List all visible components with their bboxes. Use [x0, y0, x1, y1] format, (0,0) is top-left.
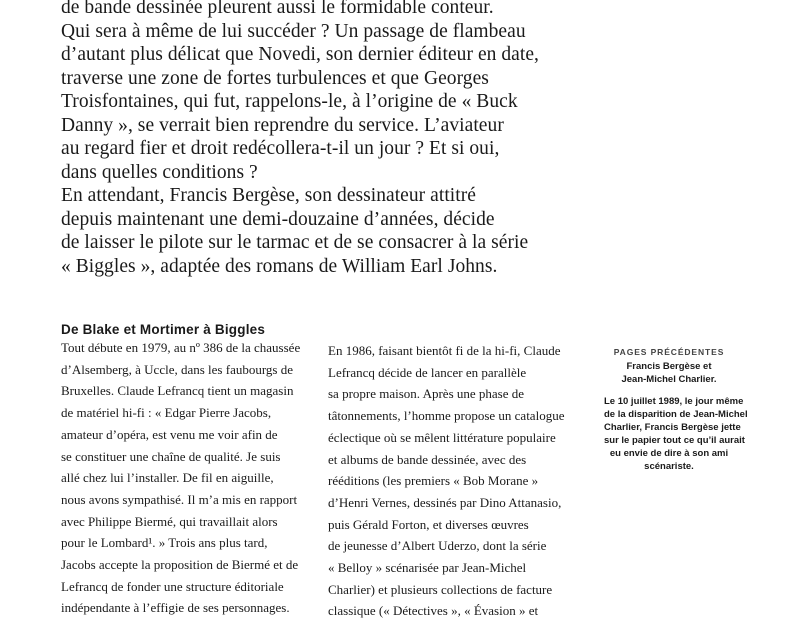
body-line: amateur d’opéra, est venu me voir afin de: [61, 426, 278, 442]
caption-line: de la disparition de Jean-Michel: [604, 409, 748, 420]
body-line: Charlier) et plusieurs collections de facture: [328, 581, 553, 597]
lead-line: traverse une zone de fortes turbulences et que Georges: [61, 67, 489, 89]
caption-description: [604, 395, 748, 473]
body-line: En 1986, faisant bientôt fi de la hi-fi, Claude: [328, 343, 561, 358]
lead-line: « Biggles », adaptée des romans de William Earl Johns.: [61, 255, 498, 277]
lead-paragraph: [61, 0, 621, 278]
body-column-left: [61, 337, 311, 619]
body-line: Jacobs accepte la proposition de Biermé et de: [61, 557, 299, 573]
caption-kicker: PAGES PRÉCÉDENTES: [613, 347, 725, 357]
body-line: et albums de bande dessinée, avec des: [328, 451, 527, 467]
body-line: sa propre maison. Après une phase de: [328, 386, 525, 402]
body-line: puis Gérald Forton, et diverses œuvres: [328, 516, 529, 532]
caption-line: Le 10 juillet 1989, le jour même: [604, 396, 744, 407]
caption-line: scénariste.: [644, 461, 694, 472]
lead-line: En attendant, Francis Bergèse, son dessinateur attitré: [61, 185, 476, 206]
body-line: nous avons sympathisé. Il m’a mis en rapport: [61, 491, 298, 507]
lead-line: dans quelles conditions ?: [61, 161, 258, 183]
lead-line: Troisfontaines, qui fut, rappelons-le, à l’origine de « Buck: [61, 91, 518, 112]
body-line: allé chez lui l’installer. De fil en aiguille,: [61, 470, 274, 486]
caption-line: Jean-Michel Charlier.: [621, 374, 717, 385]
photo-caption: [604, 346, 748, 473]
caption-line: sur le papier tout ce qu’il aurait: [604, 435, 745, 446]
section-heading: De Blake et Mortimer à Biggles: [61, 322, 266, 337]
body-column-middle: [328, 340, 578, 622]
body-line: Tout débute en 1979, au nº 386 de la chaussée: [61, 340, 301, 355]
lead-line: de laisser le pilote sur le tarmac et de se consacrer à la série: [61, 232, 529, 253]
caption-names: [604, 360, 734, 386]
body-line: Lefrancq de fonder une structure éditoriale: [61, 578, 284, 594]
lead-line: depuis maintenant une demi-douzaine d’années, décide: [61, 208, 495, 230]
body-line: Bruxelles. Claude Lefrancq tient un magasin: [61, 383, 294, 399]
body-line: indépendante à l’effigie de ses personnages.: [61, 600, 290, 616]
body-line: Lefrancq décide de lancer en parallèle: [328, 364, 527, 380]
body-line: avec Philippe Biermé, qui travaillait alors: [61, 513, 278, 529]
lead-line: au regard fier et droit redécollera-t-il un jour ? Et si oui,: [61, 138, 500, 159]
body-line: pour le Lombard¹. » Trois ans plus tard,: [61, 535, 268, 551]
body-line: d’Henri Vernes, dessinés par Dino Attanasio,: [328, 494, 562, 510]
lead-line: Danny », se verrait bien reprendre du service. L’aviateur: [61, 114, 504, 136]
body-line: éclectique où se mêlent littérature populaire: [328, 429, 556, 445]
lead-line: Qui sera à même de lui succéder ? Un passage de flambeau: [61, 20, 526, 42]
body-line: rééditions (les premiers « Bob Morane »: [328, 473, 539, 489]
lead-line: de bande dessinée pleurent aussi le formidable conteur.: [61, 0, 494, 18]
body-line: de matériel hi-fi : « Edgar Pierre Jacobs,: [61, 405, 272, 421]
caption-line: Francis Bergèse et: [626, 361, 712, 372]
body-line: classique (« Détectives », « Évasion » et: [328, 603, 539, 619]
lead-line: d’autant plus délicat que Novedi, son dernier éditeur en date,: [61, 44, 539, 65]
caption-line: eu envie de dire à son ami: [609, 448, 729, 459]
body-line: de jeunesse d’Albert Uderzo, dont la série: [328, 538, 547, 554]
caption-line: Charlier, Francis Bergèse jette: [604, 422, 741, 433]
body-line: « Belloy » scénarisée par Jean-Michel: [328, 560, 527, 576]
body-line: se constituer une chaîne de qualité. Je suis: [61, 448, 281, 464]
body-line: d’Alsemberg, à Uccle, dans les faubourgs de: [61, 361, 294, 377]
body-line: tâtonnements, l’homme propose un catalogue: [328, 408, 565, 424]
